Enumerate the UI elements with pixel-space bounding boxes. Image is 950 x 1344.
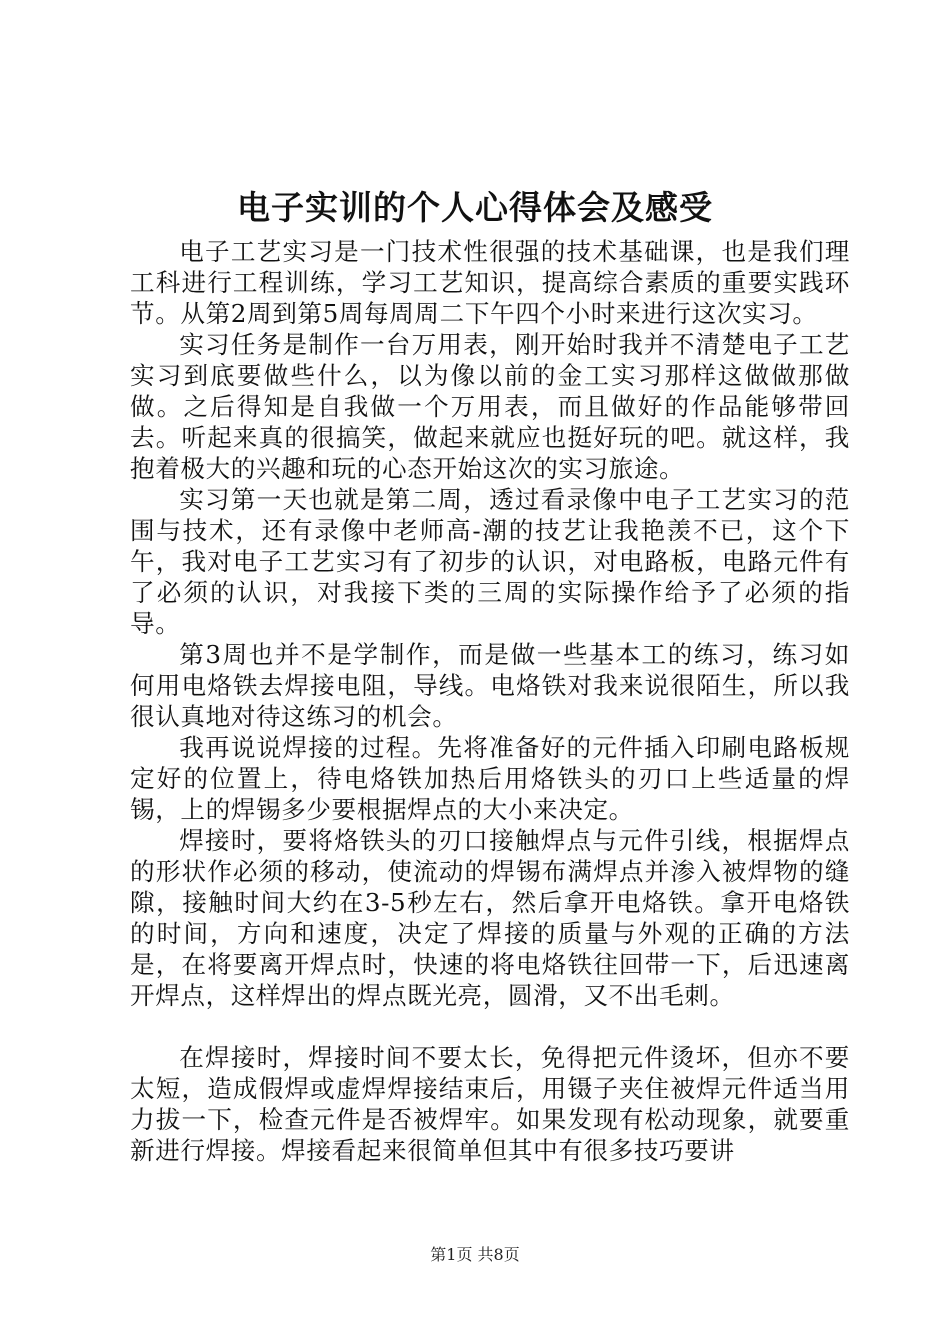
paragraph: 我再说说焊接的过程。先将准备好的元件插入印刷电路板规定好的位置上，待电烙铁加热后用烙铁头的刃口上些适量的焊锡，上的焊锡多少要根据焊点的大小来决定。 (130, 733, 850, 824)
paragraph: 在焊接时，焊接时间不要太长，免得把元件烫坏，但亦不要太短，造成假焊或虚焊焊接结束后，用镊子夹住被焊元件适当用力拔一下，检查元件是否被焊牢。如果发现有松动现象，就要重新进行焊接。焊接看起来很简单但其中有很多技巧要讲 (130, 1043, 850, 1165)
paragraph: 第3周也并不是学制作，而是做一些基本工的练习，练习如何用电烙铁去焊接电阻，导线。电烙铁对我来说很陌生，所以我很认真地对待这练习的机会。 (130, 640, 850, 731)
page-number-footer: 第1页 共8页 (430, 1245, 520, 1264)
paragraph: 实习第一天也就是第二周，透过看录像中电子工艺实习的范围与技术，还有录像中老师高-潮的技艺让我艳羡不已，这个下午，我对电子工艺实习有了初步的认识，对电路板，电路元件有了必须的认识，对我接下类的三周的实际操作给予了必须的指导。 (130, 485, 850, 638)
paragraph: 电子工艺实习是一门技术性很强的技术基础课，也是我们理工科进行工程训练，学习工艺知识，提高综合素质的重要实践环节。从第2周到第5周每周周二下午四个小时来进行这次实习。 (130, 237, 850, 328)
paragraph: 实习任务是制作一台万用表，刚开始时我并不清楚电子工艺实习到底要做些什么，以为像以前的金工实习那样这做做那做做。之后得知是自我做一个万用表，而且做好的作品能够带回去。听起来真的很搞笑，做起来就应也挺好玩的吧。就这样，我抱着极大的兴趣和玩的心态开始这次的实习旅途。 (130, 330, 850, 483)
paragraph: 焊接时，要将烙铁头的刃口接触焊点与元件引线，根据焊点的形状作必须的移动，使流动的焊锡布满焊点并渗入被焊物的缝隙，接触时间大约在3-5秒左右，然后拿开电烙铁。拿开电烙铁的时间，方向和速度，决定了焊接的质量与外观的正确的方法是，在将要离开焊点时，快速的将电烙铁往回带一下，后迅速离开焊点，这样焊出的焊点既光亮，圆滑，又不出毛刺。 (130, 826, 850, 1010)
document-title: 电子实训的个人心得体会及感受 (237, 188, 713, 227)
document-body (130, 236, 850, 1166)
